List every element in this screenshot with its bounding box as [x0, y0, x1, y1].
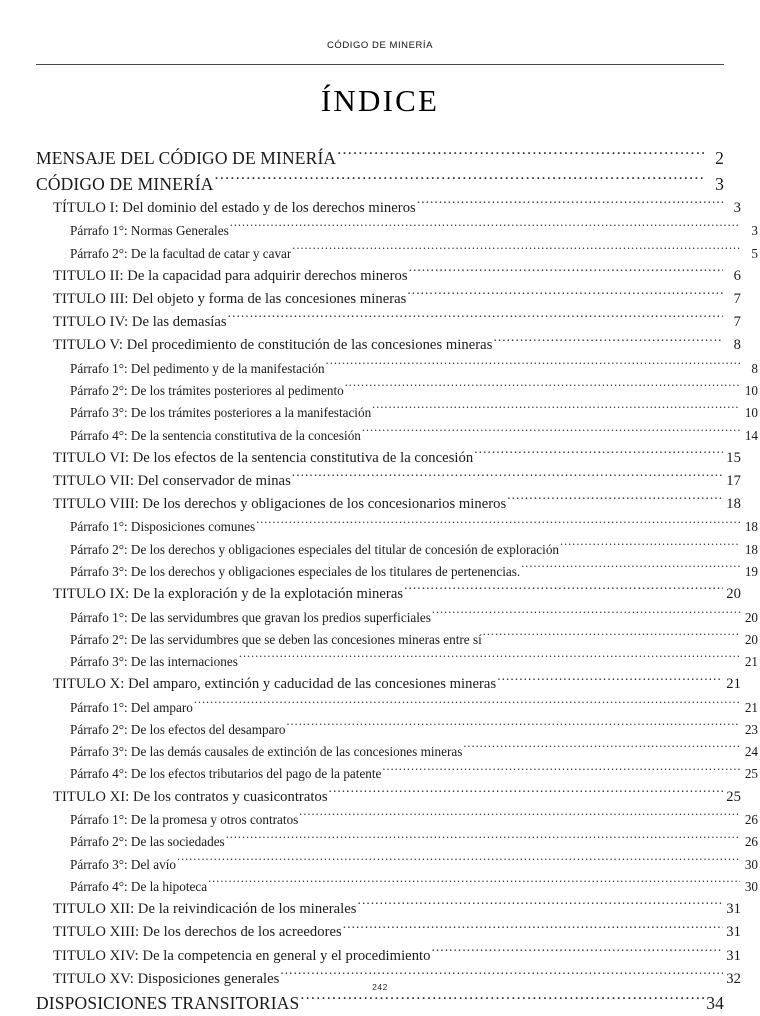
toc-entry-page: 26 [744, 834, 758, 850]
toc-entry-page: 32 [726, 970, 741, 987]
toc-leader-dots [256, 518, 740, 531]
toc-entry-label: TITULO IV: De las demasías [53, 314, 227, 331]
toc-entry-label: DISPOSICIONES TRANSITORIAS [36, 992, 300, 1013]
toc-entry[interactable] [70, 719, 758, 741]
toc-entry-page: 3 [715, 173, 724, 194]
toc-entry[interactable] [36, 991, 724, 1016]
toc-leader-dots [432, 608, 740, 621]
toc-leader-dots [326, 359, 740, 372]
toc-entry-page: 31 [726, 901, 741, 918]
toc-entry-label: MENSAJE DEL CÓDIGO DE MINERÍA [36, 148, 337, 168]
toc-leader-dots [208, 878, 740, 891]
toc-leader-dots [292, 244, 740, 257]
toc-leader-dots [560, 541, 740, 554]
toc-leader-dots [228, 312, 723, 327]
toc-entry-label: TITULO V: Del procedimiento de constitución de las concesiones mineras [53, 337, 493, 354]
toc-entry-label: TITULO XIV: De la competencia en general y el procedimiento [53, 947, 431, 964]
toc-entry-label: Párrafo 3°: De las demás causales de extinción de las concesiones mineras [70, 744, 463, 760]
toc-entry-label: Párrafo 3°: Del avío [70, 856, 176, 872]
toc-entry[interactable] [53, 493, 741, 516]
toc-leader-dots [343, 922, 723, 937]
toc-entry[interactable] [70, 629, 758, 651]
toc-entry-page: 21 [744, 654, 758, 670]
toc-leader-dots [483, 631, 740, 644]
toc-entry[interactable] [70, 876, 758, 898]
toc-entry-label: Párrafo 1°: Normas Generales [70, 223, 229, 239]
toc-entry-label: TITULO III: Del objeto y forma de las concesiones mineras [53, 291, 407, 307]
toc-entry-page: 14 [744, 427, 758, 443]
toc-entry-label: TITULO VIII: De los derechos y obligaciones de los concesionarios mineros [53, 496, 507, 513]
toc-entry-page: 31 [726, 924, 741, 941]
toc-entry[interactable] [70, 243, 758, 265]
toc-entry-label: Párrafo 2°: De los trámites posteriores al pedimento [70, 382, 344, 398]
toc-entry-label: Párrafo 1°: De la promesa y otros contratos [70, 811, 299, 827]
toc-entry-label: TITULO II: De la capacidad para adquirir derechos mineros [53, 267, 408, 284]
toc-entry[interactable] [70, 425, 758, 447]
toc-entry-page: 8 [751, 360, 758, 376]
toc-entry[interactable] [53, 898, 741, 921]
toc-entry[interactable] [53, 334, 741, 357]
toc-leader-dots [215, 172, 706, 190]
toc-entry-label: TITULO X: Del amparo, extinción y caducidad de las concesiones mineras [53, 676, 497, 693]
toc-entry-label: Párrafo 3°: De las internaciones [70, 654, 238, 670]
toc-entry[interactable] [70, 831, 758, 853]
toc-leader-dots [292, 470, 723, 485]
toc-entry-page: 7 [733, 314, 741, 331]
toc-entry-page: 18 [726, 496, 741, 513]
toc-entry-page: 8 [733, 337, 741, 354]
toc-entry-label: Párrafo 1°: Disposiciones comunes [70, 519, 256, 535]
toc-leader-dots [521, 563, 740, 576]
toc-entry-label: Párrafo 4°: De los efectos tributarios del pago de la patente [70, 766, 382, 782]
toc-entry[interactable] [70, 220, 758, 242]
toc-leader-dots [239, 653, 740, 666]
toc-entry-label: Párrafo 1°: De las servidumbres que gravan los predios superficiales [70, 609, 431, 625]
toc-leader-dots [409, 265, 723, 280]
toc-entry-page: 34 [706, 992, 724, 1013]
toc-entry-page: 24 [744, 744, 758, 760]
toc-entry[interactable] [36, 146, 724, 172]
toc-leader-dots [286, 721, 740, 734]
toc-leader-dots [497, 674, 723, 689]
running-header: CÓDIGO DE MINERÍA [327, 40, 433, 51]
page-title: ÍNDICE [320, 83, 440, 118]
toc-entry[interactable] [70, 651, 758, 673]
toc-entry-label: TITULO IX: De la exploración y de la explotación mineras [53, 586, 404, 603]
toc-entry-label: Párrafo 2°: De la facultad de catar y cavar [70, 245, 292, 261]
toc-entry[interactable] [53, 786, 741, 809]
toc-leader-dots [226, 833, 740, 846]
toc-entry[interactable] [53, 197, 741, 220]
toc-entry[interactable] [53, 673, 741, 696]
toc-entry[interactable] [70, 763, 758, 785]
toc-entry[interactable] [36, 172, 724, 198]
toc-entry-page: 6 [733, 267, 741, 284]
header-rule [36, 64, 724, 65]
toc-entry-label: CÓDIGO DE MINERÍA [36, 173, 214, 194]
toc-entry[interactable] [53, 583, 741, 606]
toc-entry-label: Párrafo 2°: De las sociedades [70, 834, 225, 850]
toc-entry-label: TÍTULO I: Del dominio del estado y de los derechos mineros [53, 200, 416, 216]
toc-leader-dots [280, 968, 723, 983]
toc-entry[interactable] [70, 607, 758, 629]
toc-entry-page: 2 [715, 148, 724, 168]
toc-entry[interactable] [53, 311, 741, 334]
toc-entry-page: 30 [744, 856, 758, 872]
toc-entry[interactable] [70, 358, 758, 380]
toc-entry[interactable] [53, 921, 741, 944]
toc-entry[interactable] [53, 265, 741, 288]
toc-entry[interactable] [70, 380, 758, 402]
toc-leader-dots [362, 426, 740, 439]
toc-entry-page: 7 [733, 291, 741, 307]
toc-entry-label: TITULO XV: Disposiciones generales [53, 970, 280, 987]
toc-entry-page: 18 [744, 541, 758, 557]
toc-leader-dots [432, 945, 724, 960]
toc-leader-dots [329, 786, 723, 801]
toc-leader-dots [474, 447, 723, 462]
toc-entry-page: 19 [744, 564, 758, 579]
toc-entry-label: Párrafo 2°: De las servidumbres que se deben las concesiones mineras entre sí [70, 631, 482, 647]
toc-leader-dots [299, 811, 740, 824]
toc-leader-dots [463, 743, 740, 756]
toc-entry-page: 21 [744, 699, 758, 715]
toc-entry-page: 25 [744, 766, 758, 782]
toc-entry-label: Párrafo 3°: De los trámites posteriores a la manifestación [70, 405, 372, 421]
toc-entry-label: Párrafo 3°: De los derechos y obligaciones especiales de los titulares de pertenencias. [70, 564, 521, 579]
toc-entry-label: Párrafo 4°: De la hipoteca [70, 878, 208, 894]
toc-entry-page: 3 [751, 223, 758, 239]
toc-leader-dots [493, 335, 723, 350]
toc-entry-label: Párrafo 1°: Del pedimento y de la manifestación [70, 360, 325, 376]
toc-leader-dots [358, 899, 723, 914]
toc-leader-dots [382, 765, 740, 778]
toc-entry-label: Párrafo 2°: De los derechos y obligaciones especiales del titular de concesión de exploración [70, 541, 560, 557]
toc-entry[interactable] [70, 402, 758, 424]
toc-entry[interactable] [70, 854, 758, 876]
toc-entry-page: 18 [744, 519, 758, 535]
toc-entry-page: 31 [726, 947, 741, 964]
toc-entry-label: TITULO VI: De los efectos de la sentencia constitutiva de la concesión [53, 449, 474, 466]
toc-entry-page: 17 [726, 473, 741, 489]
toc-entry[interactable] [70, 697, 758, 719]
toc-entry[interactable] [53, 470, 741, 493]
toc-entry-label: TITULO XI: De los contratos y cuasicontratos [53, 788, 328, 805]
toc-entry-page: 10 [744, 382, 758, 398]
toc-leader-dots [372, 404, 740, 417]
toc-entry-label: TITULO XII: De la reivindicación de los minerales [53, 901, 357, 918]
toc-entry-page: 23 [744, 721, 758, 737]
toc-leader-dots [507, 494, 723, 509]
toc-entry-page: 21 [726, 676, 741, 693]
toc-entry-page: 3 [733, 200, 741, 216]
toc-leader-dots [300, 991, 705, 1009]
toc-leader-dots [194, 698, 740, 711]
toc-entry[interactable] [53, 447, 741, 470]
toc-leader-dots [230, 222, 740, 235]
toc-entry-page: 15 [726, 449, 741, 466]
toc-entry[interactable] [70, 741, 758, 763]
toc-entry-page: 10 [744, 405, 758, 421]
toc-entry-page: 5 [751, 245, 758, 261]
toc-entry-page: 20 [744, 631, 758, 647]
table-of-contents [36, 146, 758, 1016]
toc-entry[interactable] [53, 288, 741, 311]
page-folio: 242 [372, 982, 388, 992]
toc-leader-dots [417, 197, 723, 212]
toc-leader-dots [407, 288, 723, 303]
toc-leader-dots [404, 584, 723, 599]
toc-entry[interactable] [70, 539, 758, 561]
toc-entry[interactable] [70, 516, 758, 538]
toc-entry-label: TITULO VII: Del conservador de minas [53, 473, 291, 489]
toc-entry-page: 26 [744, 811, 758, 827]
toc-entry-page: 30 [744, 878, 758, 894]
toc-entry-page: 25 [726, 788, 741, 805]
toc-entry[interactable] [70, 809, 758, 831]
toc-entry-page: 20 [726, 586, 741, 603]
toc-entry[interactable] [53, 945, 741, 968]
toc-entry-label: TITULO XIII: De los derechos de los acreedores [53, 924, 342, 941]
toc-entry-label: Párrafo 2°: De los efectos del desamparo [70, 721, 286, 737]
toc-entry[interactable] [70, 561, 758, 583]
toc-entry-page: 20 [744, 609, 758, 625]
toc-leader-dots [337, 147, 706, 165]
toc-leader-dots [345, 382, 740, 395]
toc-entry-label: Párrafo 4°: De la sentencia constitutiva de la concesión [70, 427, 361, 443]
toc-leader-dots [177, 855, 740, 868]
toc-entry-label: Párrafo 1°: Del amparo [70, 699, 193, 715]
